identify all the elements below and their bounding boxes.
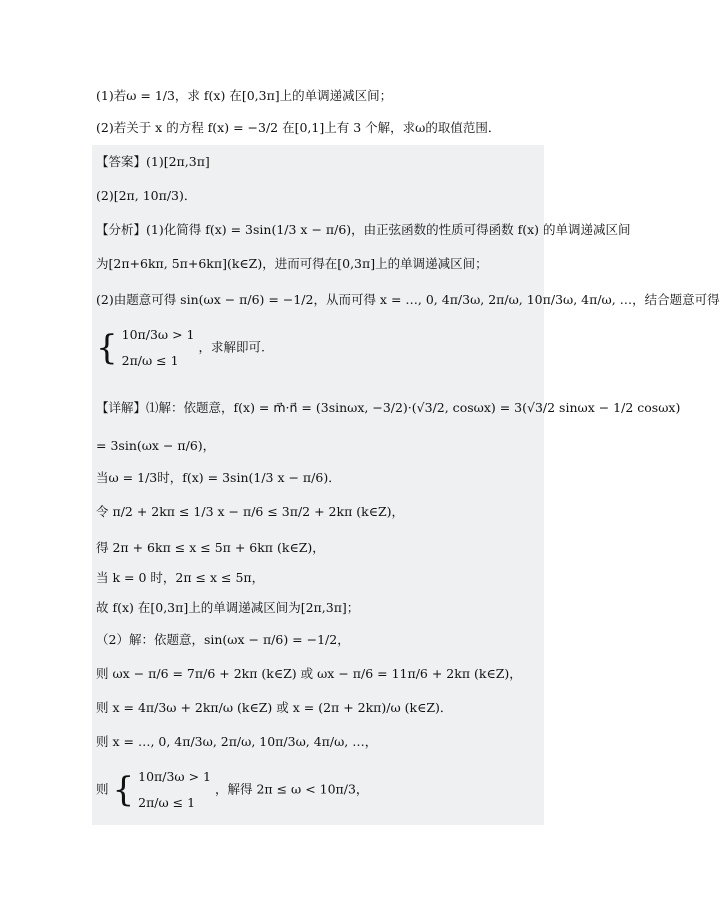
answer-part-1: (1)[2π,3π] [146, 154, 210, 169]
answer-label: 【答案】 [96, 154, 147, 169]
detail-prefix: 则 [96, 781, 109, 797]
detail-inequality-1: 10π/3ω > 1 [138, 769, 211, 784]
detail-system-line [96, 764, 368, 816]
detail-text-1: ⑴解：依题意，f(x) = m⃗·n⃗ = (3sinωx, −3/2)·(√3/2, cosωx) = 3(√3/2 sinωx − 1/2 cosωx) [146, 400, 681, 415]
detail-text-2: = 3sin(ωx − π/6)， [96, 438, 216, 453]
detail-text-5: 得 2π + 6kπ ≤ x ≤ 5π + 6kπ (k∈Z)， [96, 540, 325, 555]
analysis-text-3: (2)由题意可得 sin(ωx − π/6) = −1/2，从而可得 x = …, 0, 4π/3ω, 2π/ω, 10π/3ω, 4π/ω, …，结合题意可得 [96, 292, 720, 307]
detail-text-4: 令 π/2 + 2kπ ≤ 1/3 x − π/6 ≤ 3π/2 + 2kπ (k∈Z)， [96, 504, 405, 519]
answer-part-2: (2)[2π, 10π/3)． [96, 188, 197, 203]
answer-line-1 [96, 152, 210, 172]
analysis-line-1 [96, 220, 631, 240]
detail-text-9: 则 ωx − π/6 = 7π/6 + 2kπ (k∈Z) 或 ωx − π/6 = 11π/6 + 2kπ (k∈Z)， [96, 666, 522, 681]
detail-text-11: 则 x = …, 0, 4π/3ω, 2π/ω, 10π/3ω, 4π/ω, …， [96, 734, 378, 749]
detail-inequality-system [138, 764, 211, 816]
question-2: (2)若关于 x 的方程 f(x) = −3/2 在[0,1]上有 3 个解，求ω的取值范围． [96, 120, 501, 135]
detail-line-1 [96, 398, 680, 418]
brace-glyph: { [96, 328, 118, 368]
detail-label: 【详解】 [96, 400, 147, 415]
analysis-inequality-2: 2π/ω ≤ 1 [121, 353, 179, 368]
detail-text-10: 则 x = 4π/3ω + 2kπ/ω (k∈Z) 或 x = (2π + 2kπ)/ω (k∈Z)． [96, 700, 453, 715]
detail-text-6: 当 k = 0 时，2π ≤ x ≤ 5π， [96, 570, 265, 585]
analysis-label: 【分析】 [96, 222, 147, 237]
analysis-text-2: 为[2π+6kπ, 5π+6kπ](k∈Z)，进而可得在[0,3π]上的单调递减区间； [96, 256, 488, 271]
detail-tail: ，解得 2π ≤ ω < 10π/3， [214, 781, 369, 797]
question-1: (1)若ω = 1/3，求 f(x) 在[0,3π]上的单调递减区间； [96, 88, 393, 103]
detail-inequality-2: 2π/ω ≤ 1 [138, 795, 196, 810]
analysis-text-1: (1)化简得 f(x) = 3sin(1/3 x − π/6)，由正弦函数的性质可得函数 f(x) 的单调递减区间 [146, 222, 631, 237]
detail-text-3: 当ω = 1/3时，f(x) = 3sin(1/3 x − π/6)． [96, 470, 341, 485]
detail-text-7: 故 f(x) 在[0,3π]上的单调递减区间为[2π,3π]； [96, 600, 360, 615]
analysis-tail: ，求解即可. [198, 339, 265, 355]
analysis-inequality-1: 10π/3ω > 1 [121, 327, 195, 342]
analysis-system-line [96, 322, 265, 374]
analysis-inequality-system [122, 322, 195, 374]
brace-glyph: { [112, 770, 135, 810]
detail-text-8: （2）解：依题意，sin(ωx − π/6) = −1/2， [96, 632, 350, 647]
